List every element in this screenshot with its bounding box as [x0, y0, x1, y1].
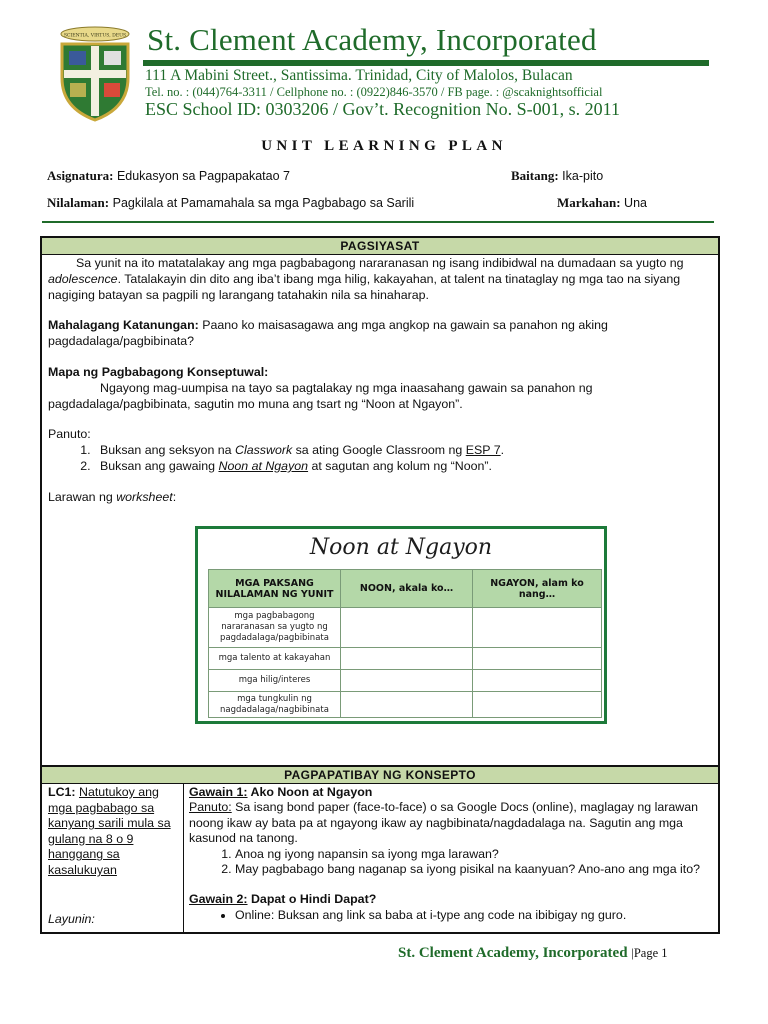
page-footer	[398, 945, 668, 962]
worksheet-title: Noon at Ngayon	[309, 535, 493, 560]
instruction-step-1	[94, 443, 714, 459]
worksheet-row-topic: mga tungkulin ng nagdadalaga/nagbibinata	[209, 692, 341, 718]
content-field	[47, 195, 414, 211]
worksheet-header-topics: MGA PAKSANG NILALAMAN NG YUNIT	[209, 570, 341, 608]
school-address: 111 A Mabini Street., Santissima. Trinidad, City of Malolos, Bulacan	[145, 67, 573, 84]
step2-text-cont: at sagutan ang kolum ng “Noon”.	[308, 458, 492, 473]
concept-map-heading	[48, 365, 714, 381]
school-name: St. Clement Academy, Incorporated	[147, 22, 597, 57]
worksheet-caption-colon: :	[172, 489, 177, 504]
activities-cell	[189, 785, 715, 923]
quarter-value: Una	[624, 196, 647, 210]
question-label: Mahalagang Katanungan:	[48, 318, 199, 333]
worksheet-caption-text: Larawan ng	[48, 489, 117, 504]
page-number: |Page 1	[631, 946, 668, 960]
esp7-link[interactable]: ESP 7	[465, 443, 501, 458]
intro-emphasis: adolescence	[48, 271, 118, 286]
school-contact: Tel. no. : (044)764-3311 / Cellphone no. : (0922)846-3570 / FB page. : @scaknightsofficial	[145, 85, 603, 99]
content-value: Pagkilala at Pamamahala sa mga Pagbabago sa Sarili	[112, 196, 415, 210]
section-heading-pagsiyasat: PAGSIYASAT	[42, 238, 718, 255]
activity-2-title	[189, 892, 715, 907]
activity-1-question: 1. Anoa ng iyong napansin sa iyong mga larawan?	[235, 847, 715, 862]
activity-1-label: Gawain 1:	[189, 785, 248, 799]
step1-text: Buksan ang seksyon na	[100, 443, 236, 458]
activity-1-question: 2. May pagbabago bang naganap sa iyong pisikal na kaanyuan? Ano-ano ang mga ito?	[235, 862, 715, 877]
subject-value: Edukasyon sa Pagpapakatao 7	[116, 169, 290, 183]
worksheet-caption-emphasis: worksheet	[116, 489, 173, 504]
plan-table	[40, 236, 720, 934]
activity-2-list	[235, 908, 715, 923]
intro-text-cont: . Tatalakayin din dito ang iba’t ibang mga hilig, kakayahan, at talent na tinataglay ng mga tao na siyang nagiging batayan sa pagpili ng larangang tatahakin nila sa hinaharap.	[48, 271, 681, 302]
worksheet-row-topic: mga talento at kakayahan	[209, 648, 341, 670]
school-seal-logo	[56, 26, 134, 122]
activity-1-instructions	[189, 800, 715, 846]
lc-label: LC1:	[48, 785, 76, 799]
intro-text: Sa yunit na ito matatalakay ang mga pagbabagong nararanasan ng isang indibidwal na dumadaan sa yugto ng	[76, 256, 684, 270]
noon-at-ngayon-link[interactable]: Noon at Ngayon	[218, 458, 309, 473]
lc-text: Natutukoy ang mga pagbabago sa kanyang sarili mula sa gulang na 8 o 9 hanggang sa kasalukuyan	[48, 785, 171, 877]
section-heading-pagpapatibay: PAGPAPATIBAY NG KONSEPTO	[42, 767, 718, 784]
subject-field	[47, 168, 290, 184]
footer-school-name: St. Clement Academy, Incorporated	[398, 945, 628, 961]
worksheet-header-ngayon: NGAYON, alam ko nang…	[473, 570, 602, 608]
intro-paragraph	[48, 256, 714, 303]
worksheet-header-noon: NOON, akala ko…	[341, 570, 473, 608]
document-title: UNIT LEARNING PLAN	[261, 138, 507, 154]
meta-divider	[42, 221, 714, 223]
activity-2-item: • Online: Buksan ang link sa baba at i-type ang code na ibibigay ng guro.	[235, 908, 715, 923]
worksheet-table	[208, 569, 602, 718]
quarter-field	[557, 195, 647, 211]
activity-1-questions	[235, 847, 715, 878]
learning-competency-cell	[48, 785, 178, 926]
layunin-label: Layunin:	[48, 912, 95, 926]
question-text: Paano ko maisasagawa ang mga angkop na gawain sa panahon ng aking pagdadalaga/pagbibinata?	[48, 318, 608, 349]
concept-map-label: Mapa ng Pagbabagong Konseptuwal:	[48, 364, 269, 379]
worksheet-caption	[48, 490, 714, 506]
activity-1-text: Sa isang bond paper (face-to-face) o sa Google Docs (online), maglagay ng larawan noong ikaw ay bata pa at ngayong ikaw ay nagbibinata/nagdadalaga na. Sagutin ang mga kasunod na tanong.	[189, 800, 699, 846]
grade-field	[511, 168, 603, 184]
instruction-step-2	[94, 459, 714, 475]
worksheet-image	[195, 526, 607, 724]
activity-2-label: Gawain 2:	[189, 892, 248, 907]
activity-2-name: Dapat o Hindi Dapat?	[247, 892, 377, 907]
grade-value: Ika-pito	[562, 169, 604, 183]
activity-1-title	[189, 785, 715, 800]
activity-1-name: Ako Noon at Ngayon	[247, 785, 373, 799]
worksheet-row-topic: mga hilig/interes	[209, 670, 341, 692]
school-id: ESC School ID: 0303206 / Gov’t. Recognition No. S-001, s. 2011	[145, 99, 621, 119]
worksheet-row-topic: mga pagbabagong nararanasan sa yugto ng pagdadalaga/pagbibinata	[209, 608, 341, 648]
logo-motto: SCIENTIA, VIRTUS, DEUS	[63, 33, 127, 39]
panuto-label: Panuto:	[48, 427, 91, 442]
step1-emphasis: Classwork	[235, 443, 293, 458]
grade-label: Baitang:	[511, 168, 559, 183]
header-rule	[143, 60, 709, 66]
quarter-label: Markahan:	[557, 195, 621, 210]
step2-text: Buksan ang gawaing	[100, 458, 219, 473]
column-divider	[183, 784, 184, 932]
pagsiyasat-content	[48, 256, 714, 506]
content-label: Nilalaman:	[47, 195, 110, 210]
subject-label: Asignatura:	[47, 168, 114, 183]
activity-1-panuto: Panuto:	[189, 800, 232, 815]
instruction-list	[94, 443, 714, 475]
step1-text-cont: sa ating Google Classroom ng	[292, 443, 466, 458]
essential-question	[48, 318, 714, 350]
concept-map-text: Ngayong mag-uumpisa na tayo sa pagtalakay ng mga inaasahang gawain sa panahon ng pagdadalaga/pagbibinata, sagutin mo muna ang tsart ng “Noon at Ngayon”.	[48, 380, 593, 411]
step1-period: .	[500, 443, 505, 458]
